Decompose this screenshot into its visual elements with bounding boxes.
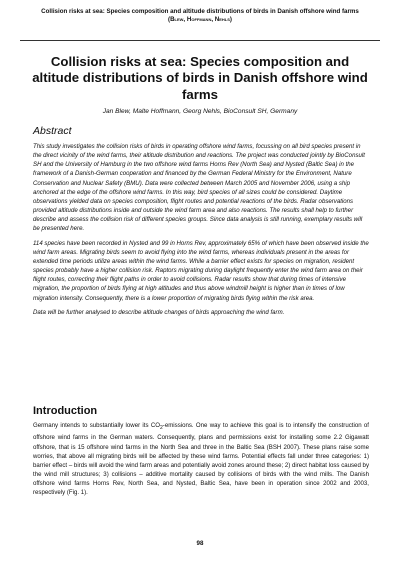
abstract-body (33, 142, 369, 322)
abstract-paragraph: 114 species have been recorded in Nysted and 99 in Horns Rev, approximately 65% of which have been observed inside the wind farm areas. Migrating birds seem to avoid flying into the wind farms, whereas individuals present in the areas for extended time periods utilize areas within the wind farms. While a barrier effect exists for species on migration, resident species probably have a higher collision risk. Raptors migrating during daylight frequently enter the wind farm area on their flight routes, correcting their flight paths in order to avoid collisions. Radar results show that during times of intensive migration, the proportion of birds flying at high altitudes and thus above windmill height is higher than in times of low migration intensity. Consequently, there is a lower proportion of migrating birds flying within the risk area. (33, 239, 369, 302)
running-head (20, 8, 380, 23)
author-byline: Jan Blew, Malte Hoffmann, Georg Nehls, BioConsult SH, Germany (102, 108, 298, 115)
abstract-heading: Abstract (33, 125, 72, 137)
intro-text-start: Germany intends to substantially lower its CO (33, 422, 160, 429)
page-number: 98 (196, 540, 204, 547)
co2-subscript: 2 (159, 425, 163, 432)
paper-title: Collision risks at sea: Species composition and altitude distributions of birds in Danish offshore wind farms (32, 54, 368, 102)
running-head-title: Collision risks at sea: Species composition and altitude distributions of birds in Danish offshore wind farms (41, 8, 359, 15)
introduction-heading: Introduction (33, 405, 98, 417)
abstract-paragraph: This study investigates the collision risks of birds in operating offshore wind farms, focussing on all bird species present in the direct vicinity of the wind farms, their altitude distribution and reactions. The project was conducted jointly by BioConsult SH and the University of Hamburg in the two offshore wind farms Horns Rev (North Sea) and Nysted (Baltic Sea) in the framework of a Danish-German cooperation and financed by the German Federal Ministry for the Environment, Nature Conservation and Nuclear Safety (BMU). Data were collected between March 2005 and November 2006, using a ship anchored at the edge of the offshore wind farms. In this way, bird species of all sizes could be considered. Daytime observations yielded data on species composition, flight routes and potential reactions of the birds. Radar observations provided altitude distributions inside and outside the wind farm area and also reactions. The results shall help to further describe and assess the collision risk of different species groups. Since data analysis is still running, exemplary results will be presented here. (33, 143, 365, 233)
intro-text-rest: -emissions. One way to achieve this goal is to intensify the construction of offshore wind farms in the German waters. Consequently, plans and permissions exist for installing some 2.2 Gigawatt offshore, that is 15 offshore wind farms in the North Sea and three in the Baltic Sea (BSH 2007). These plans raise some worries, that above all migrating birds will be affected by these wind farms. Potential effects fall under three categories: 1) barrier effect – birds will avoid the wind farm areas and potentially avoid zones around these; 2) direct habitat loss caused by the wind mill structures; 3) collisions – additive mortality caused by collisions of birds with the wind mills. The Danish offshore wind farms Horns Rev, North Sea, and Nysted, Baltic Sea, have been in operation since 2002 and 2003, respectively (Fig. 1). (33, 422, 369, 497)
header-rule (20, 40, 380, 41)
introduction-paragraph (33, 421, 369, 497)
running-head-authors: (Blew, Hoffmann, Nehls) (168, 15, 232, 23)
abstract-paragraph: Data will be further analysed to describe altitude changes of birds approaching the wind farm. (33, 308, 285, 316)
